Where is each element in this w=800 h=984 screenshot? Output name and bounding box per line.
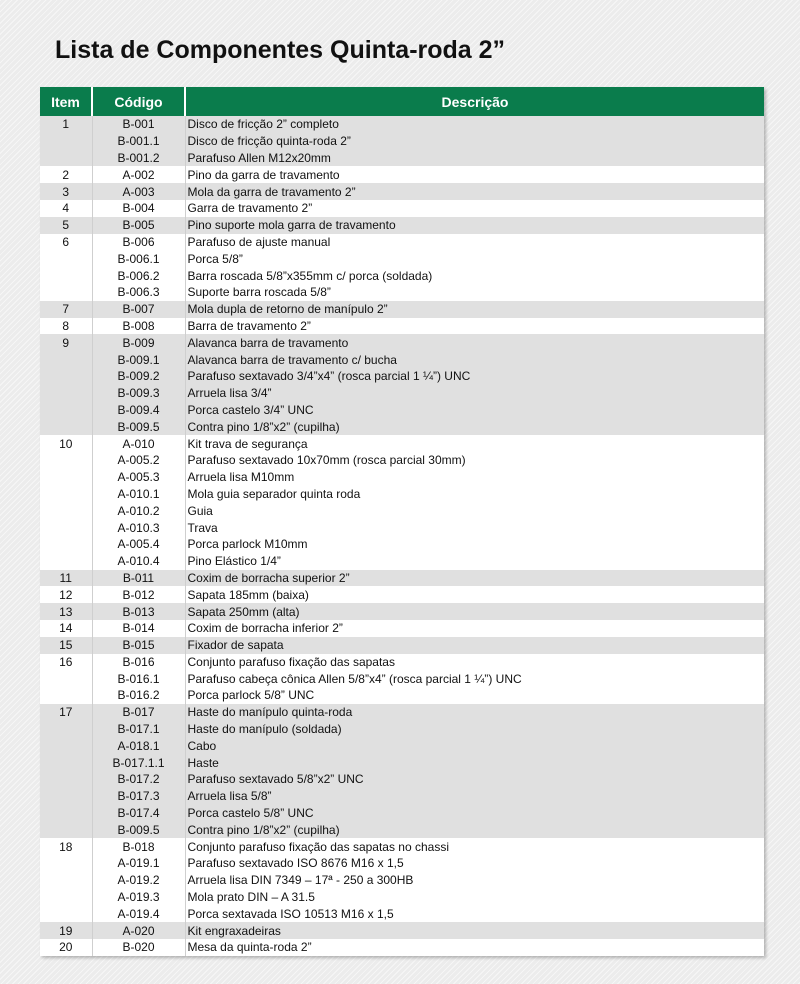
description-cell: Barra de travamento 2” [187,318,311,333]
description-cell: Disco de fricção quinta-roda 2” [187,134,351,149]
description-cell: Trava [187,520,218,535]
table-row [40,200,764,217]
item-cell: 15 [40,637,92,654]
code-cell: A-010.4 [92,553,185,570]
code-cell: B-009.4 [92,402,185,419]
code-cell: B-016.2 [92,687,185,704]
item-cell [40,368,92,385]
item-cell [40,133,92,150]
table-row [40,267,764,284]
item-cell [40,150,92,167]
code-cell: B-009.2 [92,368,185,385]
description-cell: Cabo [187,738,217,753]
description-cell: Conjunto parafuso fixação das sapatas [187,654,395,669]
table-row [40,318,764,335]
code-cell: B-008 [92,318,185,335]
description-cell: Pino da garra de travamento [187,167,340,182]
item-cell: 19 [40,922,92,939]
code-cell: B-006.1 [92,250,185,267]
table-row [40,637,764,654]
table-row [40,670,764,687]
code-cell: A-019.2 [92,872,185,889]
description-cell: Fixador de sapata [187,638,284,653]
item-cell [40,385,92,402]
table-row [40,536,764,553]
table-row [40,452,764,469]
code-cell: B-009 [92,334,185,351]
description-cell: Pino Elástico 1/4” [187,554,281,569]
table-row [40,385,764,402]
item-cell [40,486,92,503]
description-cell: Alavanca barra de travamento c/ bucha [187,352,397,367]
table-row [40,805,764,822]
description-cell: Porca castelo 3/4” UNC [187,402,314,417]
table-header [40,87,764,116]
table-row [40,855,764,872]
item-cell: 5 [40,217,92,234]
description-cell: Contra pino 1/8”x2” (cupilha) [187,822,340,837]
description-cell: Coxim de borracha inferior 2” [187,621,343,636]
table-row [40,234,764,251]
code-cell: B-011 [92,570,185,587]
code-cell: A-002 [92,166,185,183]
table-row [40,922,764,939]
item-cell [40,267,92,284]
item-cell [40,402,92,419]
code-cell: B-017.3 [92,788,185,805]
item-cell: 2 [40,166,92,183]
item-cell [40,905,92,922]
item-cell [40,754,92,771]
item-cell [40,721,92,738]
table-row [40,284,764,301]
item-cell [40,536,92,553]
description-cell: Parafuso cabeça cônica Allen 5/8”x4” (rosca parcial 1 ¼”) UNC [187,671,522,686]
code-cell: A-010 [92,435,185,452]
table-row [40,486,764,503]
table-row [40,771,764,788]
item-cell [40,805,92,822]
code-cell: B-006.3 [92,284,185,301]
code-cell: A-005.4 [92,536,185,553]
code-cell: B-001.2 [92,150,185,167]
table-row [40,821,764,838]
item-cell: 13 [40,603,92,620]
description-cell: Parafuso sextavado 10x70mm (rosca parcial 30mm) [187,453,466,468]
code-cell: B-013 [92,603,185,620]
item-cell [40,351,92,368]
item-cell [40,519,92,536]
description-cell: Kit trava de segurança [187,436,308,451]
code-cell: B-017 [92,704,185,721]
table-row [40,687,764,704]
code-cell: A-010.2 [92,502,185,519]
code-cell: B-014 [92,620,185,637]
table-row [40,704,764,721]
item-cell [40,469,92,486]
item-cell [40,821,92,838]
item-cell: 1 [40,116,92,133]
code-cell: A-019.3 [92,889,185,906]
table-row [40,553,764,570]
description-cell: Porca parlock M10mm [187,537,308,552]
item-cell [40,687,92,704]
code-cell: B-009.3 [92,385,185,402]
code-cell: B-005 [92,217,185,234]
item-cell: 11 [40,570,92,587]
code-cell: A-003 [92,183,185,200]
description-cell: Haste do manípulo quinta-roda [187,705,353,720]
description-cell: Parafuso de ajuste manual [187,234,331,249]
table-row [40,250,764,267]
code-cell: B-006.2 [92,267,185,284]
description-cell: Suporte barra roscada 5/8” [187,285,331,300]
description-cell: Alavanca barra de travamento [187,335,349,350]
description-cell: Parafuso sextavado 5/8”x2” UNC [187,772,364,787]
item-cell [40,855,92,872]
table-row [40,620,764,637]
description-cell: Contra pino 1/8”x2” (cupilha) [187,419,340,434]
code-cell: B-018 [92,838,185,855]
table-row [40,116,764,133]
item-cell [40,737,92,754]
description-cell: Pino suporte mola garra de travamento [187,218,396,233]
description-cell: Parafuso sextavado 3/4”x4” (rosca parcial 1 ¼”) UNC [187,369,471,384]
description-cell: Porca 5/8” [187,251,243,266]
description-cell: Arruela lisa 5/8” [187,789,272,804]
item-cell [40,889,92,906]
item-cell: 20 [40,939,92,956]
table-body [40,116,764,956]
description-cell: Parafuso Allen M12x20mm [187,150,331,165]
code-cell: A-019.1 [92,855,185,872]
table-row [40,469,764,486]
description-cell: Disco de fricção 2” completo [187,117,339,132]
item-cell [40,502,92,519]
description-cell: Guia [187,503,213,518]
header-code: Código [92,87,185,116]
code-cell: B-017.2 [92,771,185,788]
table-row [40,502,764,519]
table-row [40,435,764,452]
code-cell: B-017.4 [92,805,185,822]
item-cell: 17 [40,704,92,721]
code-cell: B-016.1 [92,670,185,687]
description-cell: Haste do manípulo (soldada) [187,722,342,737]
description-cell: Mola da garra de travamento 2” [187,184,356,199]
description-cell: Arruela lisa DIN 7349 – 17ª - 250 a 300HB [187,873,414,888]
description-cell: Porca parlock 5/8” UNC [187,688,315,703]
components-table-wrapper [40,87,764,956]
description-cell: Mola prato DIN – A 31.5 [187,890,315,905]
code-cell: B-009.5 [92,418,185,435]
description-cell: Kit engraxadeiras [187,923,281,938]
code-cell: B-001 [92,116,185,133]
code-cell: B-016 [92,654,185,671]
code-cell: B-020 [92,939,185,956]
item-cell [40,771,92,788]
table-row [40,133,764,150]
item-cell: 8 [40,318,92,335]
code-cell: B-009.1 [92,351,185,368]
table-row [40,301,764,318]
table-row [40,368,764,385]
code-cell: A-005.2 [92,452,185,469]
item-cell: 6 [40,234,92,251]
table-row [40,872,764,889]
item-cell: 16 [40,654,92,671]
table-row [40,183,764,200]
description-cell: Porca castelo 5/8” UNC [187,806,314,821]
table-row [40,402,764,419]
code-cell: B-017.1 [92,721,185,738]
description-cell: Mola dupla de retorno de manípulo 2” [187,302,388,317]
description-cell: Arruela lisa M10mm [187,470,295,485]
description-cell: Garra de travamento 2” [187,201,313,216]
table-row [40,603,764,620]
item-cell: 12 [40,586,92,603]
item-cell: 9 [40,334,92,351]
description-cell: Barra roscada 5/8”x355mm c/ porca (soldada) [187,268,433,283]
item-cell: 18 [40,838,92,855]
header-row [40,87,764,116]
code-cell: B-012 [92,586,185,603]
description-cell: Haste [187,755,219,770]
code-cell: B-004 [92,200,185,217]
table-row [40,150,764,167]
item-cell [40,670,92,687]
code-cell: A-005.3 [92,469,185,486]
item-cell [40,284,92,301]
table-row [40,654,764,671]
description-cell: Arruela lisa 3/4” [187,386,272,401]
code-cell: A-010.1 [92,486,185,503]
code-cell: B-007 [92,301,185,318]
table-row [40,754,764,771]
code-cell: B-006 [92,234,185,251]
table-row [40,939,764,956]
table-row [40,166,764,183]
code-cell: A-010.3 [92,519,185,536]
table-row [40,586,764,603]
table-row [40,334,764,351]
item-cell: 14 [40,620,92,637]
description-cell: Mola guia separador quinta roda [187,486,361,501]
description-cell: Mesa da quinta-roda 2” [187,940,312,955]
item-cell [40,553,92,570]
components-table [40,87,764,956]
item-cell: 10 [40,435,92,452]
code-cell: A-019.4 [92,905,185,922]
description-cell: Coxim de borracha superior 2” [187,570,350,585]
code-cell: A-020 [92,922,185,939]
description-cell: Sapata 185mm (baixa) [187,587,309,602]
table-row [40,351,764,368]
table-row [40,889,764,906]
table-row [40,737,764,754]
code-cell: B-001.1 [92,133,185,150]
code-cell: B-009.5 [92,821,185,838]
item-cell [40,452,92,469]
description-cell: Parafuso sextavado ISO 8676 M16 x 1,5 [187,856,404,871]
description-cell: Sapata 250mm (alta) [187,604,300,619]
table-row [40,721,764,738]
table-row [40,570,764,587]
header-description: Descrição [185,87,764,116]
item-cell [40,788,92,805]
table-row [40,838,764,855]
table-row [40,217,764,234]
item-cell [40,250,92,267]
item-cell: 4 [40,200,92,217]
table-row [40,788,764,805]
table-row [40,519,764,536]
item-cell: 7 [40,301,92,318]
description-cell: Porca sextavada ISO 10513 M16 x 1,5 [187,906,394,921]
item-cell [40,872,92,889]
header-item: Item [40,87,92,116]
code-cell: A-018.1 [92,737,185,754]
description-cell: Conjunto parafuso fixação das sapatas no chassi [187,839,449,854]
table-row [40,418,764,435]
code-cell: B-017.1.1 [92,754,185,771]
code-cell: B-015 [92,637,185,654]
item-cell [40,418,92,435]
table-row [40,905,764,922]
item-cell: 3 [40,183,92,200]
page-title: Lista de Componentes Quinta-roda 2” [55,36,506,64]
